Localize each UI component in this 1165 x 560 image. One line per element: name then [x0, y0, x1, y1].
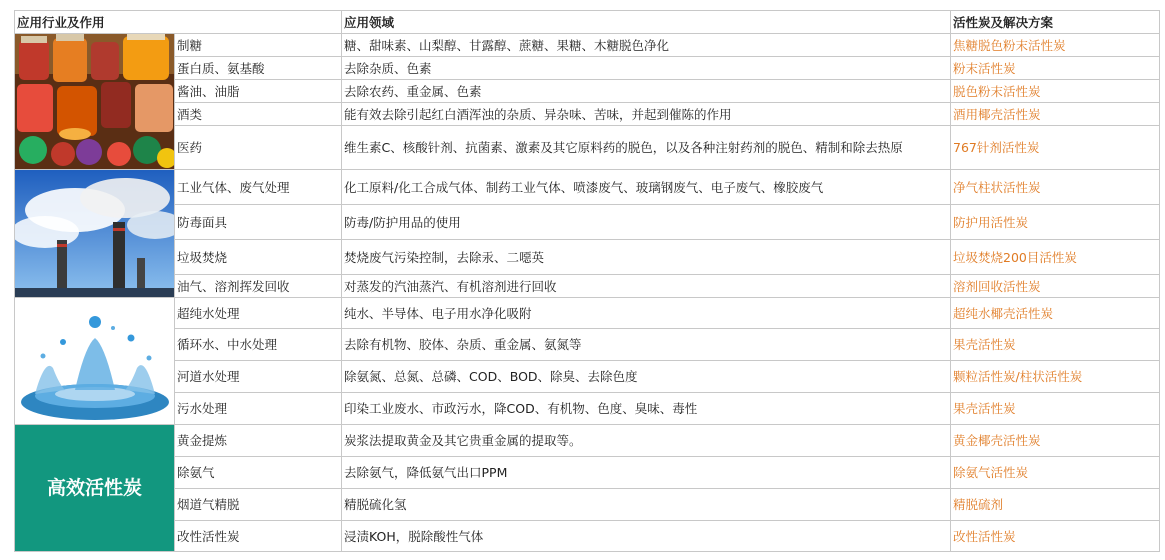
solution-link[interactable]: 垃圾焚烧200目活性炭: [951, 240, 1160, 275]
field-cell: 精脱硫化氢: [342, 489, 951, 521]
industry-cell: 循环水、中水处理: [175, 329, 342, 361]
table-row: [15, 425, 1160, 457]
industry-cell: 污水处理: [175, 393, 342, 425]
factory-chimney-icon: [15, 170, 174, 297]
field-cell: 除氨氮、总氮、总磷、COD、BOD、除臭、去除色度: [342, 361, 951, 393]
solution-link[interactable]: 酒用椰壳活性炭: [951, 103, 1160, 126]
table-row: [15, 103, 1160, 126]
solution-link[interactable]: 颗粒活性炭/柱状活性炭: [951, 361, 1160, 393]
industry-cell: 超纯水处理: [175, 298, 342, 329]
industry-cell: 除氨气: [175, 457, 342, 489]
header-row: [15, 11, 1160, 34]
solution-link[interactable]: 粉末活性炭: [951, 57, 1160, 80]
brand-banner: 高效活性炭: [15, 425, 175, 552]
field-cell: 焚烧废气污染控制，去除汞、二噁英: [342, 240, 951, 275]
field-cell: 化工原料/化工合成气体、制药工业气体、喷漆废气、玻璃钢废气、电子废气、橡胶废气: [342, 170, 951, 205]
food-jars-icon: [15, 34, 174, 169]
industry-cell: 黄金提炼: [175, 425, 342, 457]
industry-cell: 油气、溶剂挥发回收: [175, 275, 342, 298]
field-cell: 炭浆法提取黄金及其它贵重金属的提取等。: [342, 425, 951, 457]
field-cell: 糖、甜味素、山梨醇、甘露醇、蔗糖、果糖、木糖脱色净化: [342, 34, 951, 57]
solution-link[interactable]: 超纯水椰壳活性炭: [951, 298, 1160, 329]
food-jars-image: [15, 34, 175, 170]
table-row: [15, 240, 1160, 275]
table-row: [15, 393, 1160, 425]
solution-link[interactable]: 果壳活性炭: [951, 393, 1160, 425]
field-cell: 去除杂质、色素: [342, 57, 951, 80]
solution-link[interactable]: 净气柱状活性炭: [951, 170, 1160, 205]
field-cell: 防毒/防护用品的使用: [342, 205, 951, 240]
field-cell: 去除农药、重金属、色素: [342, 80, 951, 103]
solution-link[interactable]: 改性活性炭: [951, 521, 1160, 552]
solution-link[interactable]: 防护用活性炭: [951, 205, 1160, 240]
solution-link[interactable]: 767针剂活性炭: [951, 126, 1160, 170]
industry-cell: 制糖: [175, 34, 342, 57]
header-field: 应用领域: [342, 11, 951, 34]
table-row: [15, 57, 1160, 80]
table-row: [15, 34, 1160, 57]
solution-link[interactable]: 脱色粉末活性炭: [951, 80, 1160, 103]
chimney-image: [15, 170, 175, 298]
field-cell: 去除有机物、胶体、杂质、重金属、氨氮等: [342, 329, 951, 361]
table-row: [15, 521, 1160, 552]
industry-cell: 酱油、油脂: [175, 80, 342, 103]
table-row: [15, 126, 1160, 170]
solution-link[interactable]: 果壳活性炭: [951, 329, 1160, 361]
header-industry: 应用行业及作用: [15, 11, 342, 34]
field-cell: 纯水、半导体、电子用水净化吸附: [342, 298, 951, 329]
table-row: [15, 298, 1160, 329]
table-row: [15, 489, 1160, 521]
industry-cell: 改性活性炭: [175, 521, 342, 552]
solution-link[interactable]: 除氨气活性炭: [951, 457, 1160, 489]
field-cell: 去除氨气，降低氨气出口PPM: [342, 457, 951, 489]
header-solution: 活性炭及解决方案: [951, 11, 1160, 34]
industry-cell: 河道水处理: [175, 361, 342, 393]
table-row: [15, 457, 1160, 489]
industry-cell: 蛋白质、氨基酸: [175, 57, 342, 80]
industry-cell: 垃圾焚烧: [175, 240, 342, 275]
water-drop-icon: [15, 298, 174, 424]
industry-cell: 酒类: [175, 103, 342, 126]
table-row: [15, 275, 1160, 298]
industry-cell: 医药: [175, 126, 342, 170]
water-splash-image: [15, 298, 175, 425]
solution-link[interactable]: 精脱硫剂: [951, 489, 1160, 521]
table-row: [15, 361, 1160, 393]
activated-carbon-table: [14, 10, 1160, 552]
table-row: [15, 80, 1160, 103]
field-cell: 浸渍KOH，脱除酸性气体: [342, 521, 951, 552]
industry-cell: 烟道气精脱: [175, 489, 342, 521]
table-row: [15, 205, 1160, 240]
solution-link[interactable]: 焦糖脱色粉末活性炭: [951, 34, 1160, 57]
table-row: [15, 170, 1160, 205]
industry-cell: 工业气体、废气处理: [175, 170, 342, 205]
solution-link[interactable]: 溶剂回收活性炭: [951, 275, 1160, 298]
solution-link[interactable]: 黄金椰壳活性炭: [951, 425, 1160, 457]
field-cell: 能有效去除引起红白酒浑浊的杂质、异杂味、苦味，并起到催陈的作用: [342, 103, 951, 126]
field-cell: 对蒸发的汽油蒸汽、有机溶剂进行回收: [342, 275, 951, 298]
table-row: [15, 329, 1160, 361]
industry-cell: 防毒面具: [175, 205, 342, 240]
field-cell: 维生素C、核酸针剂、抗菌素、激素及其它原料药的脱色，以及各种注射药剂的脱色、精制和除去热原: [342, 126, 951, 170]
field-cell: 印染工业废水、市政污水，降COD、有机物、色度、臭味、毒性: [342, 393, 951, 425]
